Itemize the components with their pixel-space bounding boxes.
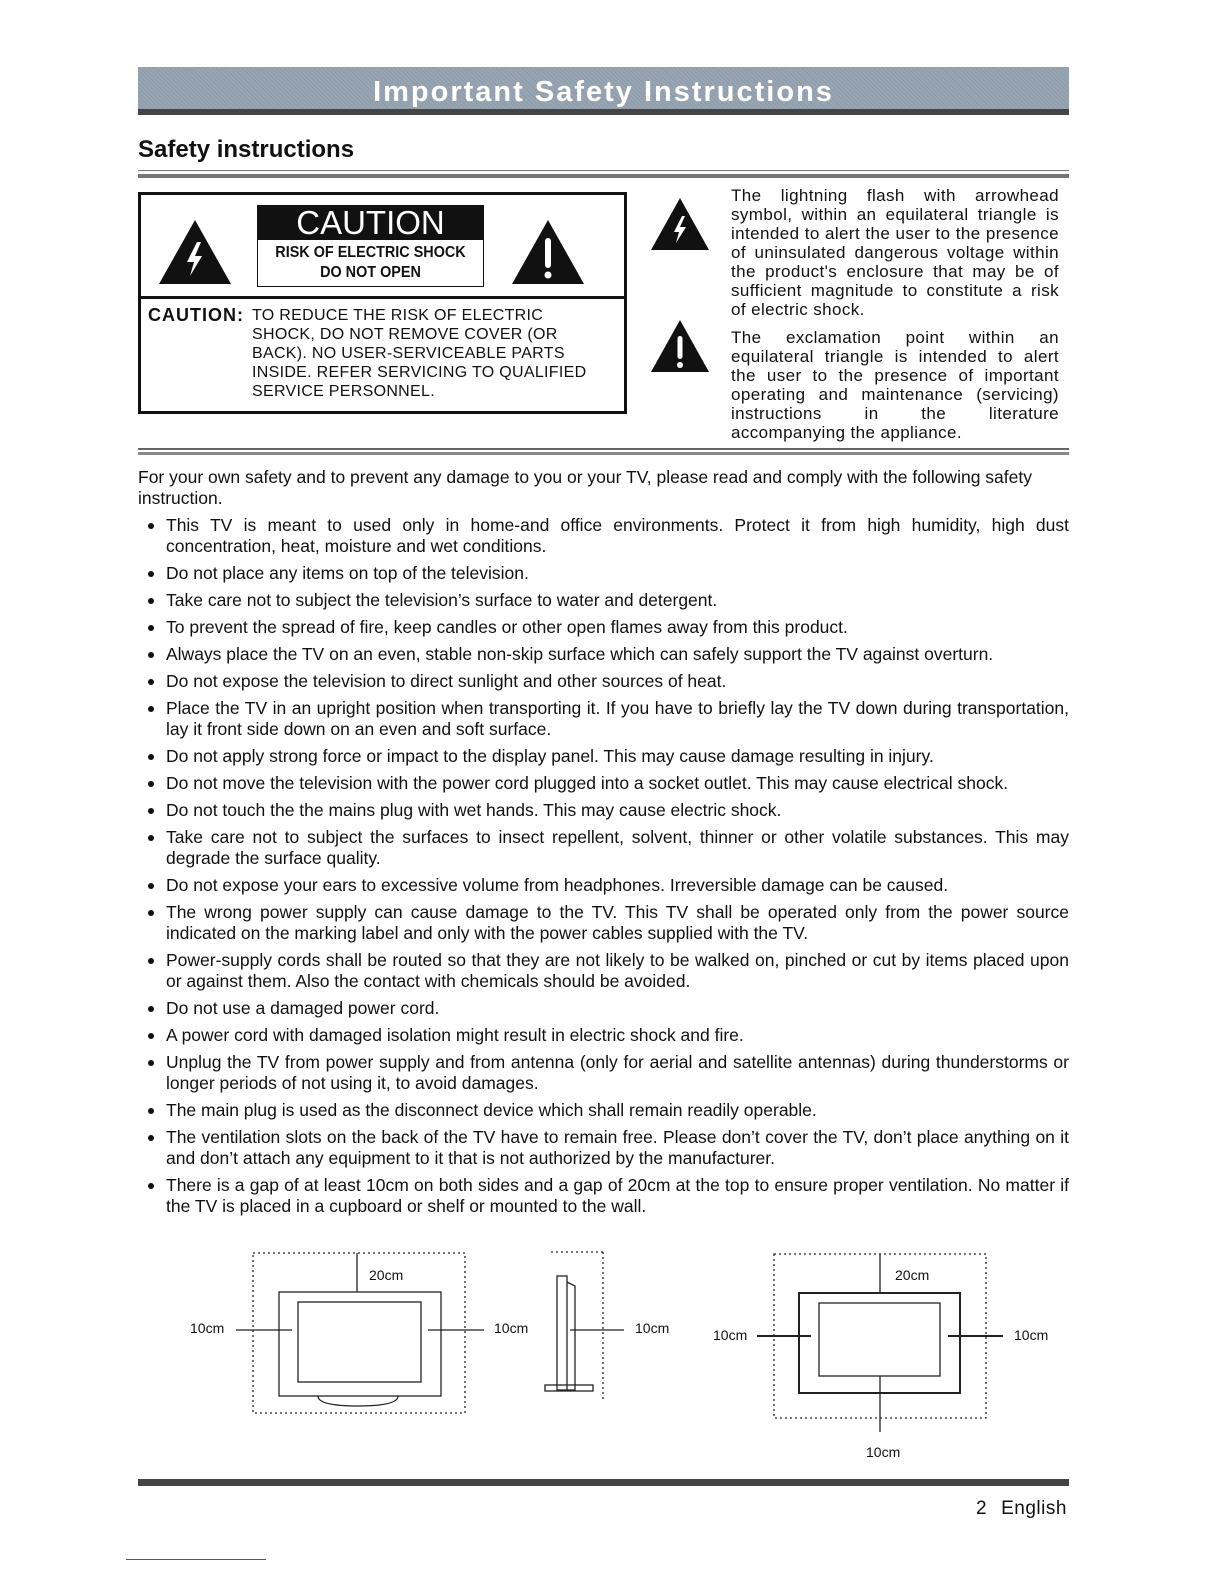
safety-item: A power cord with damaged isolation might result in electric shock and fire. [148, 1025, 1069, 1046]
caution-line2: DO NOT OPEN [320, 264, 421, 281]
safety-item: Take care not to subject the surfaces to insect repellent, solvent, thinner or other volatile substances. This may degrade the surface quality. [148, 827, 1069, 869]
caution-text-line: TO REDUCE THE RISK OF ELECTRIC [252, 307, 544, 324]
caution-text-line: SHOCK, DO NOT REMOVE COVER (OR [252, 326, 558, 343]
divider [138, 174, 1069, 178]
safety-item: Always place the TV on an even, stable non-skip surface which can safely support the TV against overturn. [148, 644, 1069, 665]
page-number: 2 [976, 1498, 988, 1519]
caution-text [148, 306, 586, 401]
rear-gap-label: 10cm [635, 1320, 670, 1336]
caution-heading: CAUTION [258, 206, 483, 240]
tv-screen [298, 1302, 421, 1382]
safety-list [148, 515, 1069, 1223]
safety-item: The ventilation slots on the back of the TV have to remain free. Please don’t cover the TV, don’t place anything on it and don’t attach any equipment to it that is not authorized by the manufacturer. [148, 1127, 1069, 1169]
tv-front [279, 1292, 441, 1396]
safety-item: Do not touch the the mains plug with wet hands. This may cause electric shock. [148, 800, 1069, 821]
caution-text-label: CAUTION: [148, 305, 244, 325]
safety-item: Do not move the television with the power cord plugged into a socket outlet. This may cause electrical shock. [148, 773, 1069, 794]
exclamation-symbol-description: The exclamation point within an equilateral triangle is intended to alert the user to the presence of important operating and maintenance (servicing) instructions in the literature accompanying the appliance. [731, 328, 1059, 442]
caution-text-line: INSIDE. REFER SERVICING TO QUALIFIED [252, 364, 587, 381]
divider [138, 448, 1069, 450]
right-gap-label: 10cm [494, 1320, 529, 1336]
lightning-symbol-description: The lightning flash with arrowhead symbol, within an equilateral triangle is intended to alert the user to the presence of uninsulated dangerous voltage within the product's enclosure that may be of sufficient magnitude to constitute a risk of electric shock. [731, 186, 1059, 319]
divider [138, 170, 1069, 171]
safety-item: This TV is meant to used only in home-and office environments. Protect it from high humidity, high dust concentration, heat, moisture and wet conditions. [148, 515, 1069, 557]
safety-item: Take care not to subject the television’s surface to water and detergent. [148, 590, 1069, 611]
ventilation-diagram [0, 1240, 1225, 1470]
tv-side [557, 1276, 567, 1390]
caution-label [257, 205, 484, 287]
left-gap-label: 10cm [190, 1320, 225, 1336]
caution-text-line: SERVICE PERSONNEL. [252, 383, 435, 400]
lightning-warning-icon [157, 218, 233, 286]
intro-paragraph: For your own safety and to prevent any damage to you or your TV, please read and comply with the following safety instruction. [138, 467, 1032, 508]
safety-item: Power-supply cords shall be routed so that they are not likely to be walked on, pinched or cut by items placed upon or against them. Also the contact with chemicals should be avoided. [148, 950, 1069, 992]
footer-rule [138, 1479, 1069, 1486]
safety-item: There is a gap of at least 10cm on both sides and a gap of 20cm at the top to ensure proper ventilation. No matter if the TV is placed in a cupboard or shelf or mounted to the wall. [148, 1175, 1069, 1217]
section-title: Safety instructions [138, 136, 355, 163]
wall-bottom-gap-label: 10cm [866, 1444, 901, 1460]
link-underline[interactable] [126, 1559, 266, 1560]
wall-left-gap-label: 10cm [713, 1327, 748, 1343]
page-banner [138, 67, 1069, 115]
safety-item: The main plug is used as the disconnect device which shall remain readily operable. [148, 1100, 1069, 1121]
wall-right-gap-label: 10cm [1014, 1327, 1049, 1343]
exclamation-symbol-icon [649, 318, 711, 374]
caution-line1: RISK OF ELECTRIC SHOCK [275, 244, 466, 261]
banner-title: Important Safety Instructions [373, 76, 834, 108]
safety-item: Unplug the TV from power supply and from antenna (only for aerial and satellite antennas) during thunderstorms or longer periods of not using it, to avoid damages. [148, 1052, 1069, 1094]
safety-item: Place the TV in an upright position when transporting it. If you have to briefly lay the TV down during transportation, lay it front side down on an even and soft surface. [148, 698, 1069, 740]
safety-item: Do not place any items on top of the television. [148, 563, 1069, 584]
lightning-symbol-icon [649, 196, 711, 252]
clearance-outline [253, 1253, 465, 1413]
exclamation-warning-icon [510, 218, 586, 286]
safety-item: The wrong power supply can cause damage to the TV. This TV shall be operated only from the power source indicated on the marking label and only with the power cables supplied with the TV. [148, 902, 1069, 944]
safety-item: Do not expose your ears to excessive volume from headphones. Irreversible damage can be caused. [148, 875, 1069, 896]
safety-item: Do not use a damaged power cord. [148, 998, 1069, 1019]
wall-top-gap-label: 20cm [895, 1267, 930, 1283]
tv-stand [318, 1396, 398, 1406]
caution-text-line: BACK). NO USER-SERVICEABLE PARTS [252, 345, 565, 362]
safety-item: To prevent the spread of fire, keep candles or other open flames away from this product. [148, 617, 1069, 638]
safety-item: Do not apply strong force or impact to the display panel. This may cause damage resulting in injury. [148, 746, 1069, 767]
divider [138, 452, 1069, 455]
language-label: English [1001, 1498, 1067, 1519]
page-footer [976, 1498, 1067, 1520]
top-gap-label: 20cm [369, 1267, 404, 1283]
safety-item: Do not expose the television to direct sunlight and other sources of heat. [148, 671, 1069, 692]
